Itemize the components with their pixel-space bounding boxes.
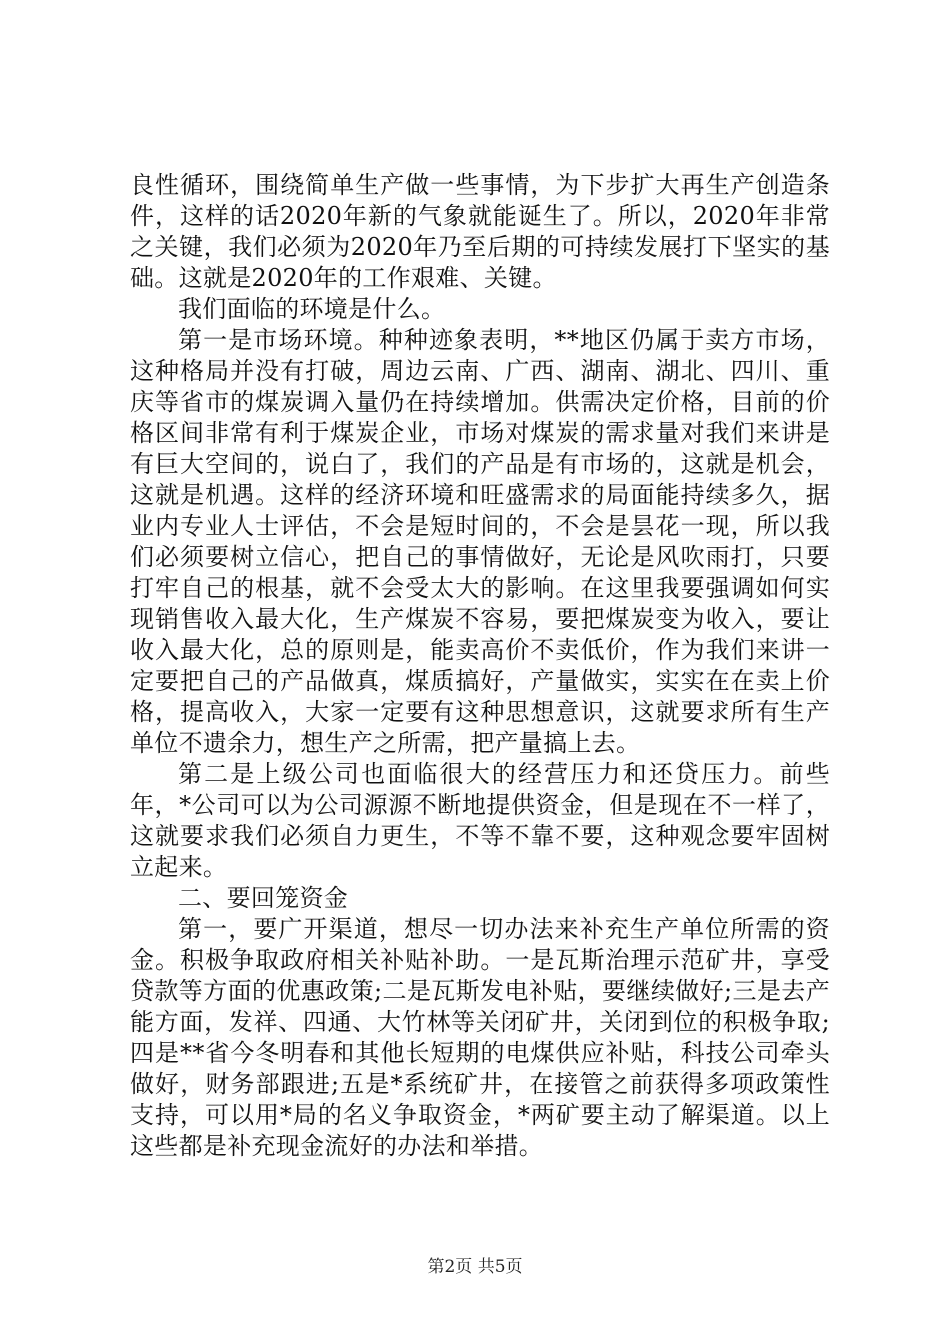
paragraph-funding-channels: 第一，要广开渠道，想尽一切办法来补充生产单位所需的资金。积极争取政府相关补贴补助。一是瓦斯治理示范矿井，享受贷款等方面的优惠政策;二是瓦斯发电补贴，要继续做好;三是去产能方面，发祥、四通、大竹林等关闭矿井，关闭到位的积极争取;四是**省今冬明春和其他长短期的电煤供应补贴，科技公司牵头做好，财务部跟进;五是*系统矿井，在接管之前获得多项政策性支持，可以用*局的名义争取资金，*两矿要主动了解渠道。以上这些都是补充现金流好的办法和举措。	[130, 915, 830, 1160]
paragraph-continuation: 良性循环，围绕简单生产做一些事情，为下步扩大再生产创造条件，这样的话2020年新的气象就能诞生了。所以，2020年非常之关键，我们必须为2020年乃至后期的可持续发展打下坚实的基础。这就是2020年的工作艰难、关键。	[130, 171, 830, 292]
paragraph-market-environment: 第一是市场环境。种种迹象表明，**地区仍属于卖方市场，这种格局并没有打破，周边云南、广西、湖南、湖北、四川、重庆等省市的煤炭调入量仍在持续增加。供需决定价格，目前的价格区间非常有利于煤炭企业，市场对煤炭的需求量对我们来讲是有巨大空间的，说白了，我们的产品是有市场的，这就是机会，这就是机遇。这样的经济环境和旺盛需求的局面能持续多久，据业内专业人士评估，不会是短时间的，不会是昙花一现，所以我们必须要树立信心，把自己的事情做好，无论是风吹雨打，只要打牢自己的根基，就不会受太大的影响。在这里我要强调如何实现销售收入最大化，生产煤炭不容易，要把煤炭变为收入，要让收入最大化，总的原则是，能卖高价不卖低价，作为我们来讲一定要把自己的产品做真，煤质搞好，产量做实，实实在在卖上价格，提高收入，大家一定要有这种思想意识，这就要求所有生产单位不遗余力，想生产之所需，把产量搞上去。	[130, 326, 830, 757]
section-heading-recover-funds: 二、要回笼资金	[178, 884, 349, 912]
paragraph-parent-company-pressure: 第二是上级公司也面临很大的经营压力和还贷压力。前些年，*公司可以为公司源源不断地提供资金，但是现在不一样了，这就要求我们必须自力更生，不等不靠不要，这种观念要牢固树立起来。	[130, 760, 830, 881]
page-number-footer: 第2页 共5页	[427, 1257, 523, 1277]
paragraph-environment-question: 我们面临的环境是什么。	[178, 295, 446, 323]
document-body	[130, 170, 830, 1162]
